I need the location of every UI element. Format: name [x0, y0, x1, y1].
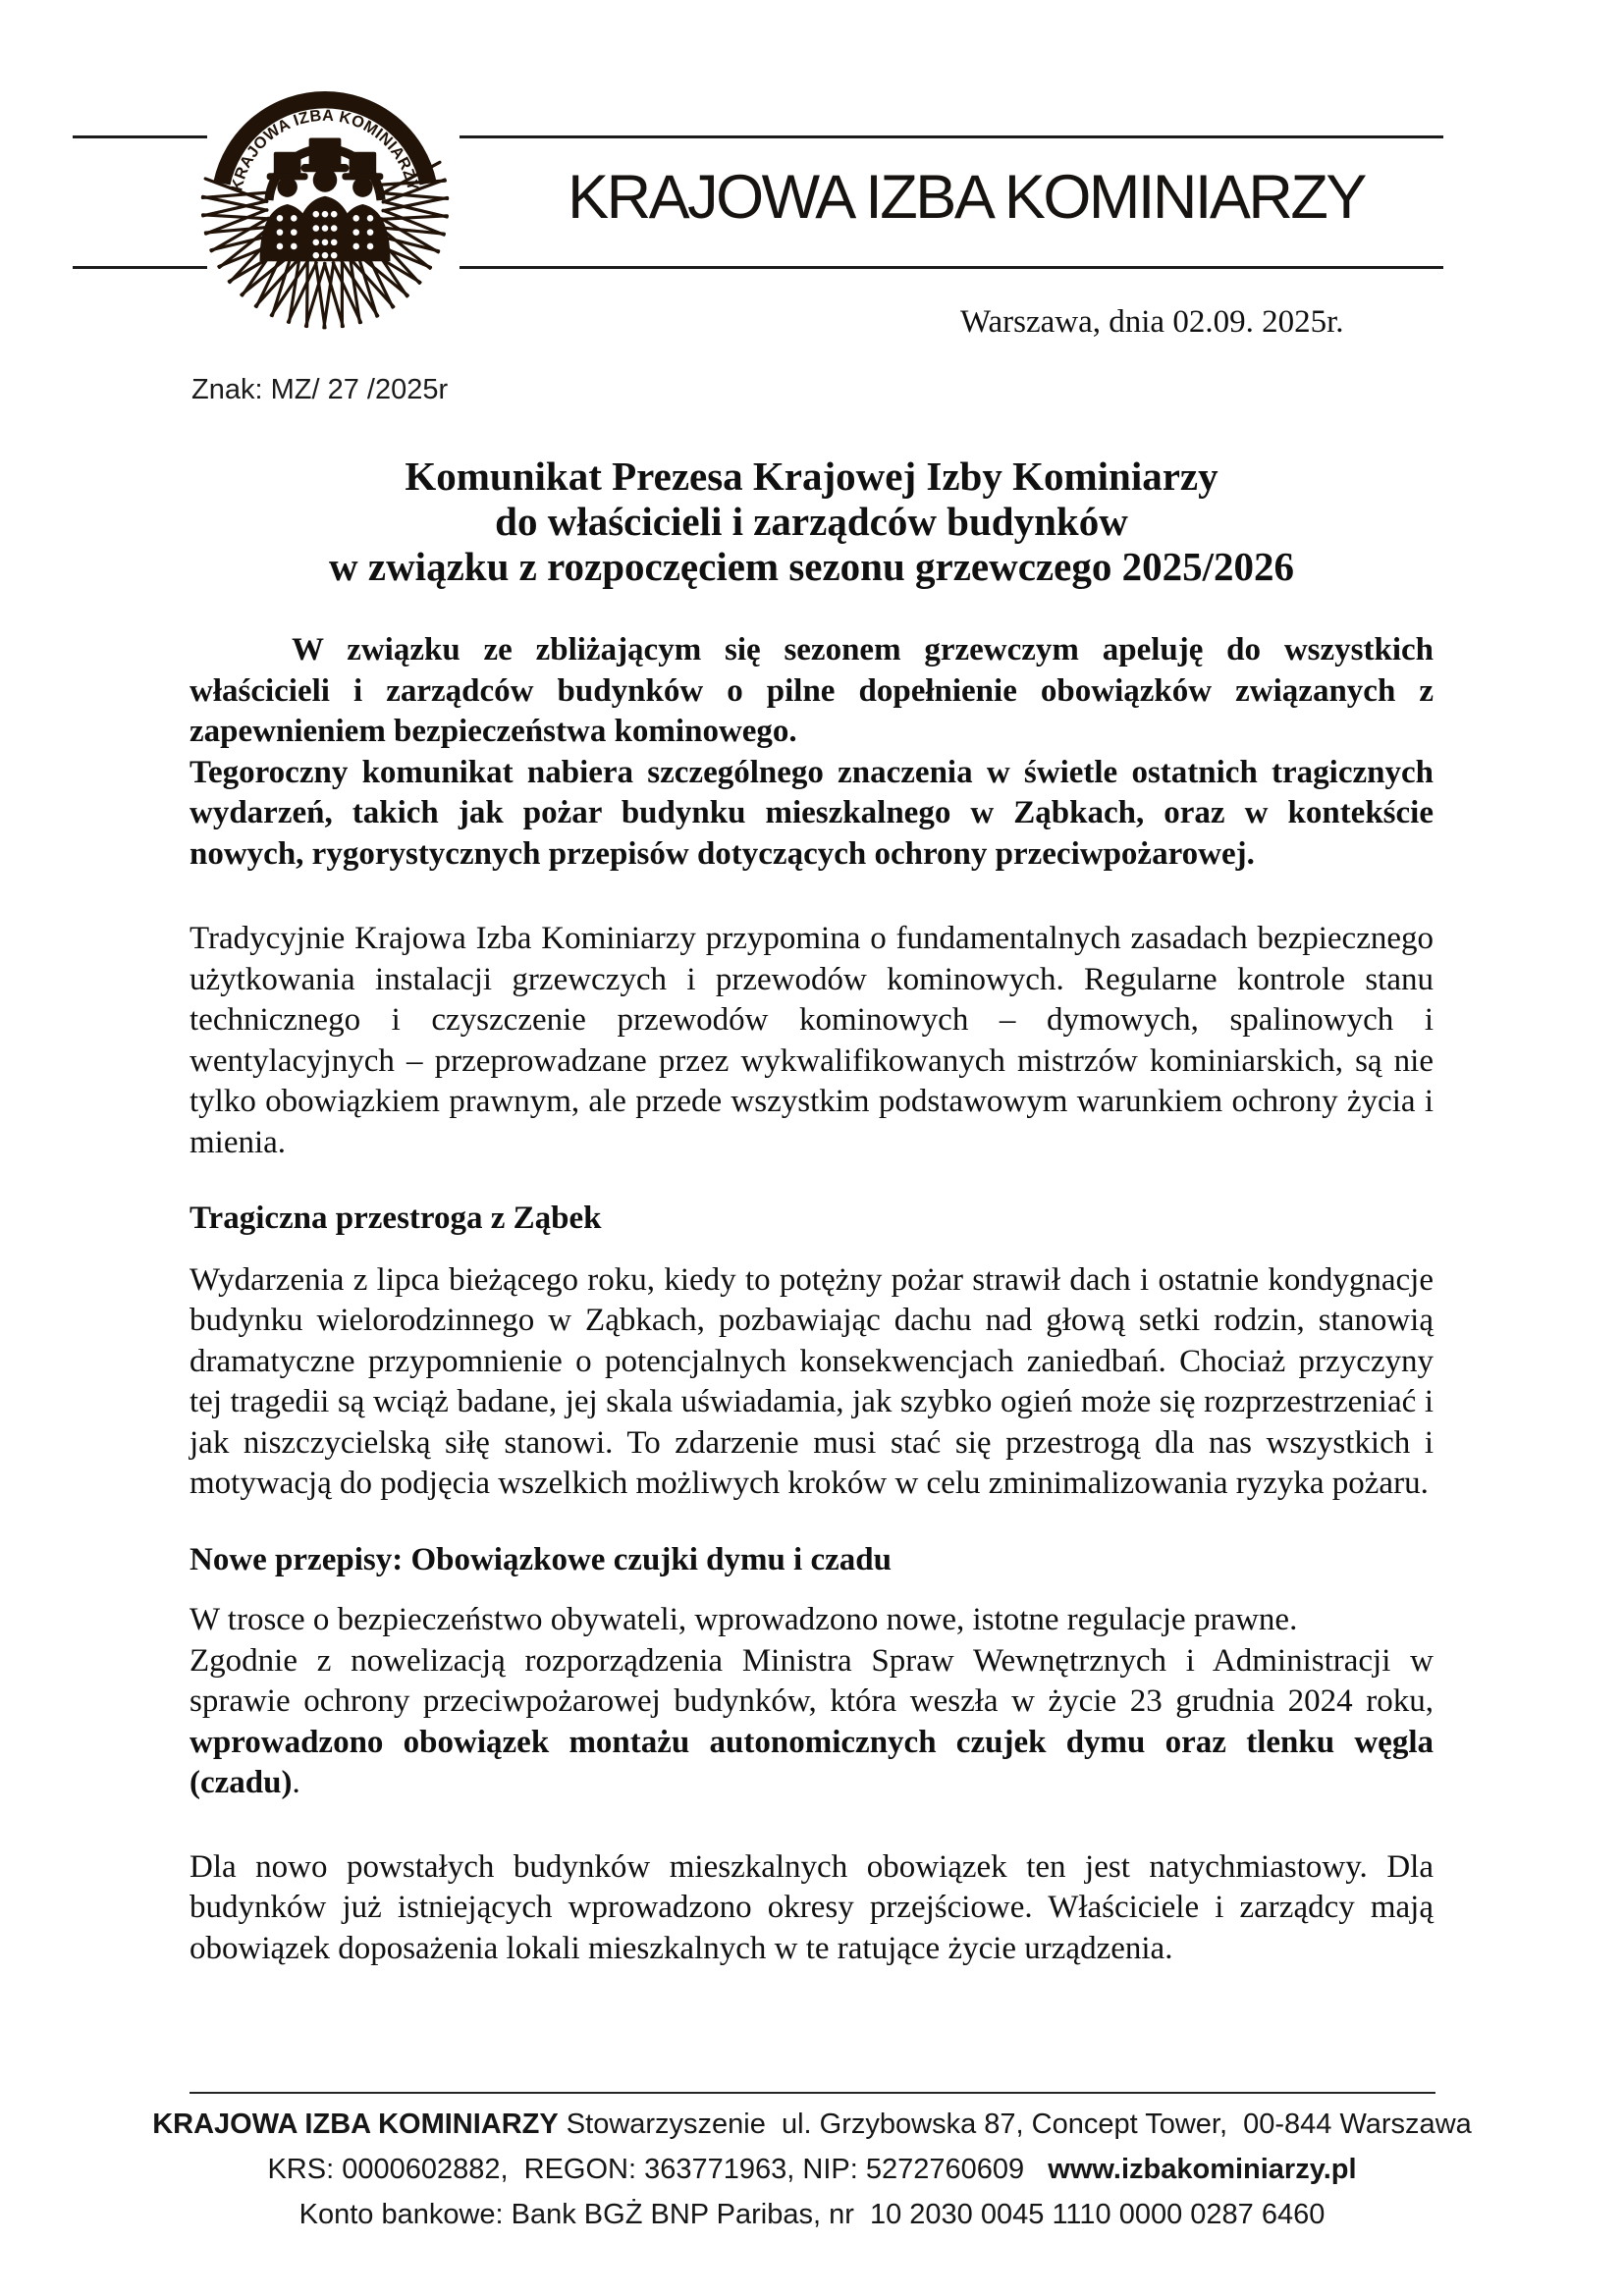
document-body — [189, 630, 1434, 1969]
document-title-line-3: w związku z rozpoczęciem sezonu grzewczego 2025/2026 — [329, 544, 1294, 589]
footer-registry-line — [128, 2147, 1496, 2192]
header-rule-top-right — [460, 135, 1443, 138]
intro-paragraph-bold: W związku ze zbliżającym się sezonem grzewczym apeluję do wszystkich właścicieli i zarządców budynków o pilne dopełnienie obowiązków związanych z zapewnieniem bezpieczeństwa kominowego. — [189, 632, 1434, 749]
document-title — [189, 454, 1434, 589]
zabki-paragraph: Wydarzenia z lipca bieżącego roku, kiedy to potężny pożar strawił dach i ostatnie kondygnacje budynku wielorodzinnego w Ząbkach, pozbawiając dachu nad głową setki rodzin, stanowią dramatyczne przypomnienie o potencjalnych konsekwencjach zaniedbań. Chociaż przyczyny tej tragedii są wciąż badane, jej skala uświadamia, jak szybko ogień może się rozprzestrzeniać i jak niszczycielską siłę stanowi. To zdarzenie musi stać się przestrogą dla nas wszystkich i motywacją do podjęcia wszelkich możliwych kroków w celu zminimalizowania ryzyka pożaru. — [189, 1261, 1434, 1501]
footer-bank-line: Konto bankowe: Bank BGŻ BNP Paribas, nr 10 2030 0045 1110 0000 0287 6460 — [298, 2199, 1326, 2230]
footer-rule — [189, 2092, 1435, 2094]
reference-number: Znak: MZ/ 27 /2025r — [191, 374, 449, 405]
section-heading-detectors: Nowe przepisy: Obowiązkowe czujki dymu i czadu — [189, 1541, 892, 1577]
date-line: Warszawa, dnia 02.09. 2025r. — [960, 304, 1344, 340]
header-rule-top-left — [73, 135, 207, 138]
final-paragraph: Dla nowo powstałych budynków mieszkalnych obowiązek ten jest natychmiastowy. Dla budynków już istniejących wprowadzono okresy przejściowe. Właściciele i zarządcy mają obowiązek doposażenia lokali mieszkalnych w te ratujące życie urządzenia. — [189, 1848, 1434, 1966]
intro-paragraph-bold-2: Tegoroczny komunikat nabiera szczególnego znaczenia w świetle ostatnich tragicznych wydarzeń, takich jak pożar budynku mieszkalnego w Ząbkach, oraz w kontekście nowych, rygorystycznych przepisów dotyczących ochrony przeciwpożarowej. — [189, 754, 1434, 872]
footer-website: www.izbakominiarzy.pl — [1048, 2154, 1357, 2185]
header-rule-bottom-right — [460, 266, 1443, 269]
tradition-paragraph: Tradycyjnie Krajowa Izba Kominiarzy przypomina o fundamentalnych zasadach bezpiecznego użytkowania instalacji grzewczych i przewodów kominowych. Regularne kontrole stanu technicznego i czyszczenie przewodów kominowych – dymowych, spalinowych i wentylacyjnych – przeprowadzane przez wykwalifikowanych mistrzów kominiarskich, są nie tylko obowiązkiem prawnym, ale przede wszystkim podstawowym warunkiem ochrony życia i mienia. — [189, 921, 1434, 1160]
footer — [128, 2102, 1496, 2237]
emblem-curved-text: KRAJOWA IZBA KOMINIARZY — [228, 106, 422, 193]
detectors-paragraph-bold: wprowadzono obowiązek montażu autonomicznych czujek dymu oraz tlenku węgla (czadu) — [189, 1724, 1434, 1800]
footer-org-name: KRAJOWA IZBA KOMINIARZY — [152, 2109, 559, 2140]
footer-registry-numbers: KRS: 0000602882, REGON: 363771963, NIP: 5272760609 — [267, 2154, 1049, 2185]
chimney-sweeps-emblem-logo — [194, 75, 456, 336]
organization-title: KRAJOWA IZBA KOMINIARZY — [568, 163, 1365, 232]
section-heading-zabki: Tragiczna przestroga z Ząbek — [189, 1201, 602, 1236]
document-title-line-1: Komunikat Prezesa Krajowej Izby Kominiarzy — [405, 454, 1218, 499]
header-rule-bottom-left — [73, 266, 207, 269]
footer-address-rest: Stowarzyszenie ul. Grzybowska 87, Concept Tower, 00-844 Warszawa — [558, 2109, 1472, 2140]
detectors-intro-line: W trosce o bezpieczeństwo obywateli, wprowadzono nowe, istotne regulacje prawne. — [189, 1602, 1298, 1637]
detectors-paragraph — [189, 1641, 1434, 1804]
footer-address-line — [128, 2102, 1496, 2147]
detectors-paragraph-normal: Zgodnie z nowelizacją rozporządzenia Ministra Spraw Wewnętrznych i Administracji w sprawie ochrony przeciwpożarowej budynków, która weszła w życie 23 grudnia 2024 roku, — [189, 1642, 1434, 1719]
detectors-paragraph-period: . — [292, 1765, 300, 1800]
document-title-line-2: do właścicieli i zarządców budynków — [495, 499, 1128, 544]
